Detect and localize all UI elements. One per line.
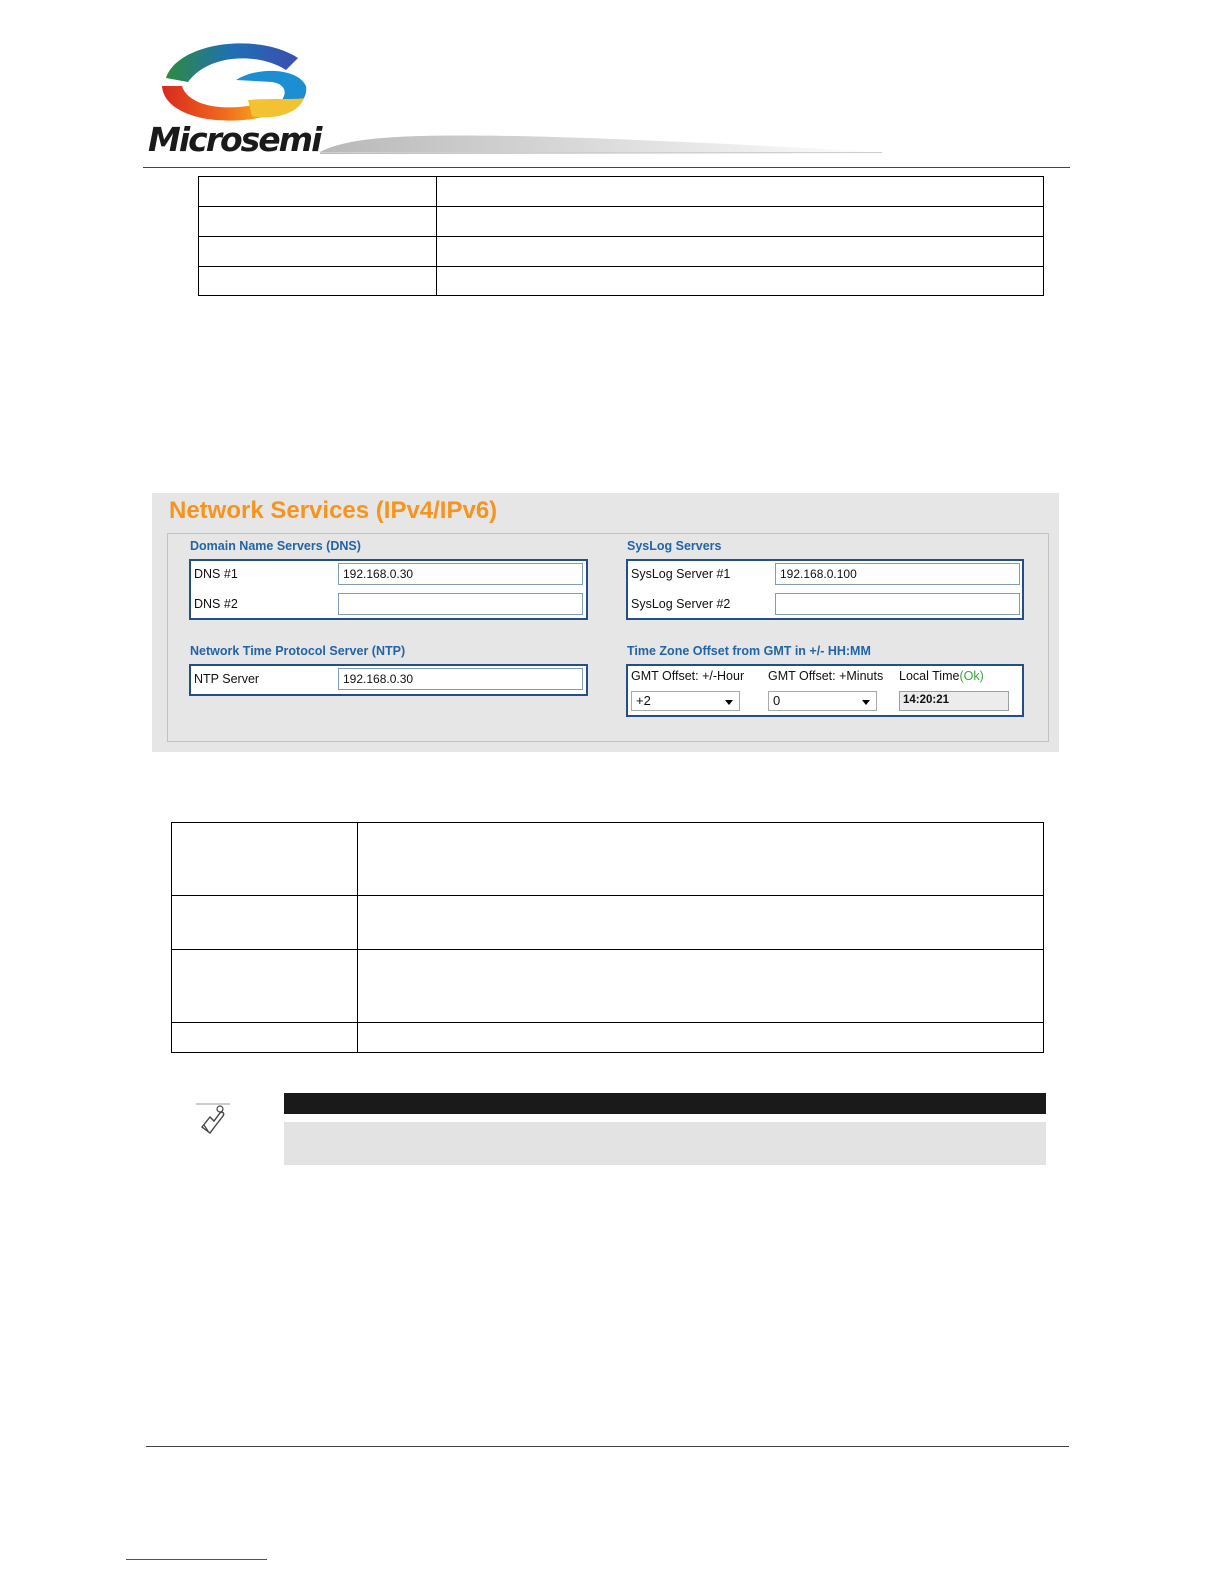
- footer-link-underline[interactable]: [126, 1559, 267, 1560]
- note-header-bar: [284, 1093, 1046, 1114]
- chevron-down-icon: [862, 700, 870, 705]
- footer-rule: [146, 1446, 1069, 1447]
- ntp-server-input[interactable]: [338, 668, 583, 690]
- table-row: [172, 823, 1044, 896]
- ntp-server-label: NTP Server: [194, 672, 260, 686]
- dns-section-label: Domain Name Servers (DNS): [190, 539, 361, 553]
- local-time-label-text: Local Time: [899, 669, 960, 683]
- chevron-down-icon: [725, 700, 733, 705]
- dns1-label: DNS #1: [194, 567, 238, 581]
- brand-wordmark: Microsemi: [148, 120, 321, 159]
- syslog1-input[interactable]: [775, 563, 1020, 585]
- dns1-input[interactable]: [338, 563, 583, 585]
- table-row: [172, 950, 1044, 1023]
- table-row: [199, 237, 1044, 267]
- header-rule: [143, 167, 1070, 168]
- page-title: Network Services (IPv4/IPv6): [169, 497, 498, 524]
- syslog1-label: SysLog Server #1: [631, 567, 731, 581]
- table-row: [172, 1023, 1044, 1053]
- gmt-minutes-value: 0: [773, 693, 781, 708]
- gmt-hour-value: +2: [636, 693, 651, 708]
- table-row: [172, 896, 1044, 950]
- table-row: [199, 267, 1044, 296]
- local-time-display: 14:20:21: [899, 691, 1009, 711]
- table-row: [199, 207, 1044, 237]
- header-swoosh: [320, 120, 882, 156]
- top-table: [198, 176, 1044, 296]
- dns2-input[interactable]: [338, 593, 583, 615]
- syslog2-label: SysLog Server #2: [631, 597, 731, 611]
- note-hand-icon: [196, 1103, 230, 1137]
- table-row: [199, 177, 1044, 207]
- ntp-section-label: Network Time Protocol Server (NTP): [190, 644, 406, 658]
- syslog2-input[interactable]: [775, 593, 1020, 615]
- local-time-status: (Ok): [959, 669, 984, 683]
- note-body: [284, 1122, 1046, 1165]
- timezone-section-label: Time Zone Offset from GMT in +/- HH:MM: [627, 644, 871, 658]
- gmt-minutes-select[interactable]: [768, 691, 877, 711]
- gmt-minutes-label: GMT Offset: +Minuts: [768, 669, 884, 683]
- syslog-section-label: SysLog Servers: [627, 539, 722, 553]
- gmt-hour-select[interactable]: [631, 691, 740, 711]
- gmt-hour-label: GMT Offset: +/-Hour: [631, 669, 745, 683]
- bottom-table: [171, 822, 1044, 1053]
- local-time-label: [899, 669, 984, 683]
- dns2-label: DNS #2: [194, 597, 238, 611]
